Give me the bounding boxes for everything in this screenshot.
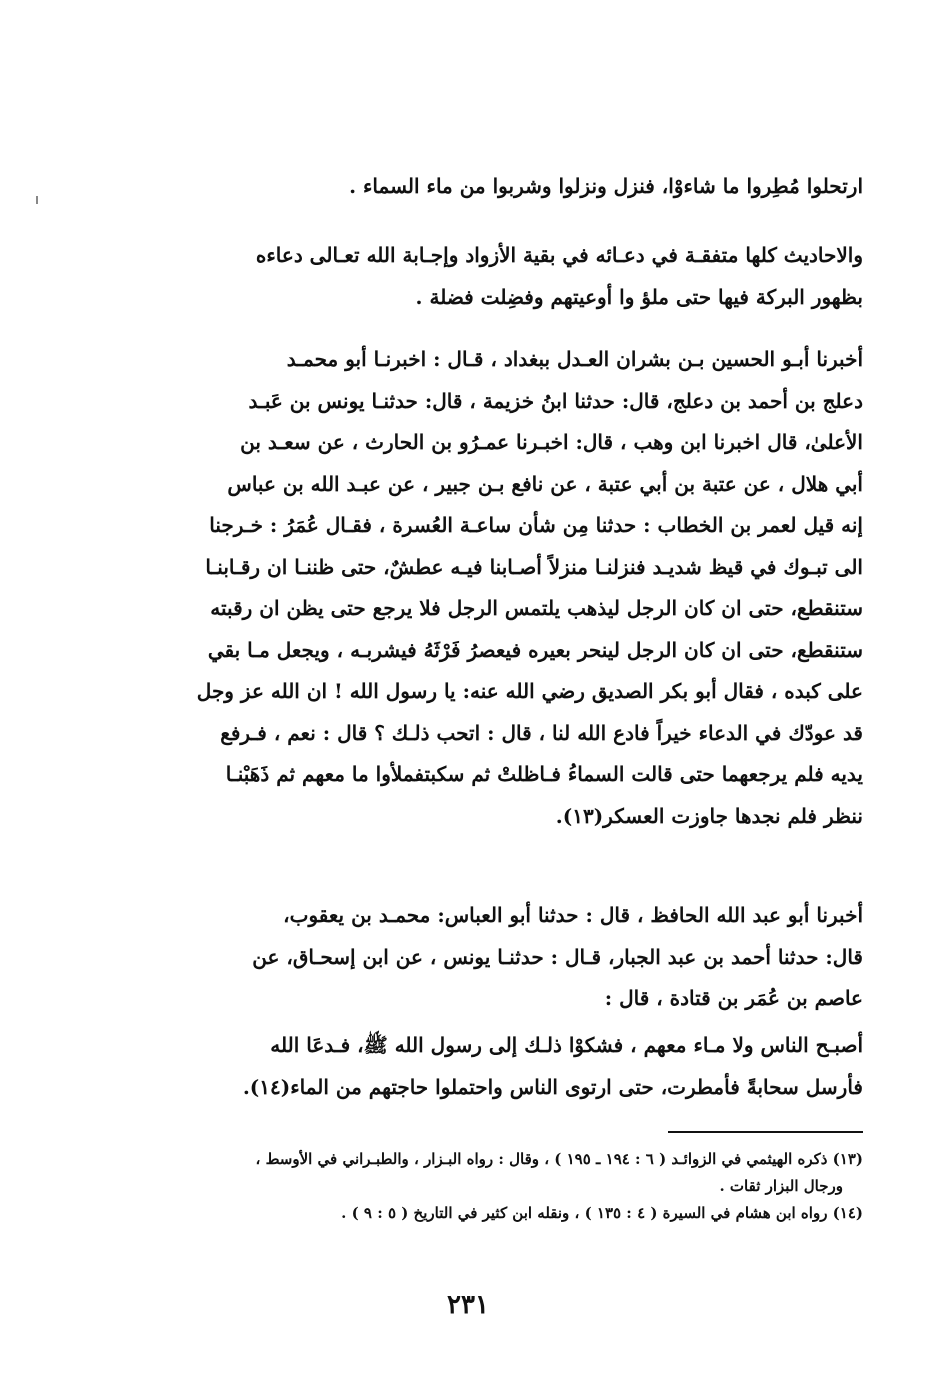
text-line: بظهور البركة فيها حتى ملؤ وا أوعيتهم وفضِلت فضلة . [415,284,863,309]
text-line: يديه فلم يرجعهما حتى قالت السماءُ فـاظلتْ ثم سكبتفملأوا ما معهم ثم ذَهَبْنـا [225,762,863,786]
text-line: ننظر فلم نجدها جاوزت العسكر(١٣). [555,803,863,828]
text-line: ستنقطع، حتى ان كان الرجل لينحر بعيره فيعصرُ فَرْثَهُ فيشربـه ، ويجعل مـا بقي [207,637,863,662]
text-line: إنه قيل لعمر بن الخطاب : حدثنا مِن شأن ساعـة العُسرة ، فقـال عُمَرُ : خـرجنا [209,513,863,537]
scan-edge-mark [36,196,38,204]
footnote-13 [128,1146,863,1200]
text-line: ستنقطع، حتى ان كان الرجل ليذهب يلتمس الرجل فلا يرجع حتى يظن ان رقبته [210,596,863,620]
footnote-line: ورجال البزار ثقات . [719,1177,843,1195]
text-line: أبي هلال ، عن عتبة بن أبي عتبة ، عن نافع بـن جبير ، عن عبـد الله بن عباس [227,471,863,496]
text-line: دعلج بن أحمد بن دعلج، قال: حدثنا ابنُ خزيمة ، قال: حدثنـا يونس بن عَبـد [248,388,863,413]
text-line: أخبرنا أبـو الحسين بـن بشران العـدل ببغداد ، قـال : اخبرنـا أبو محمـد [286,347,863,371]
footnote-separator [668,1131,863,1133]
text-line: أخبرنا أبو عبد الله الحافظ ، قال : حدثنا أبو العباس: محمـد بن يعقوب، [283,903,863,927]
footnotes [128,1146,863,1227]
text-line: قال: حدثنا أحمد بن عبد الجبار، قـال : حدثنـا يونس ، عن ابن إسحـاق، عن [252,944,863,969]
paragraph-4 [128,895,863,1020]
text-line: الأعلىٰ، قال اخبرنا ابن وهب ، قال: اخبـرنا عمـرُو بن الحارث ، عن سعـد بن [240,430,863,454]
text-line: والاحاديث كلها متفقـة في دعـائه في بقية الأزواد وإجـابة الله تعـالى دعاءه [255,243,863,267]
paragraph-5 [128,1025,863,1108]
text-line: على كبده ، فقال أبو بكر الصديق رضي الله عنه: يا رسول الله ! ان الله عز وجل [196,679,863,703]
footnote-line: (١٣) ذكره الهيثمي في الزوائـد ( ٦ : ١٩٤ ـ ١٩٥ ) ، وقال : رواه البـزار ، والطبـراني في الأوسط ، [255,1150,863,1168]
text-line: قد عودّك في الدعاء خيراً فادع الله لنا ، قال : اتحب ذلـك ؟ قال : نعم ، فـرفع [220,720,863,745]
text-line: الى تبـوك في قيظ شديـد فنزلنـا منزلاً أصـابنا فيـه عطشٌ، حتى ظننـا ان رقـابنـا [205,554,863,579]
text-line: عاصم بن عُمَر بن قتادة ، قال : [604,986,863,1010]
text-line: ارتحلوا مُطِروا ما شاءوْا، فنزل ونزلوا وشربوا من ماء السماء . [349,174,863,198]
paragraph-1 [128,166,863,208]
text-line: أصبـح الناس ولا مـاء معهم ، فشكوْا ذلـك إلى رسول الله ﷺ، فـدعَا الله [270,1033,863,1057]
footnote-14 [128,1200,863,1227]
footnote-line: (١٤) رواه ابن هشام في السيرة ( ٤ : ١٣٥ ) ، ونقله ابن كثير في التاريخ ( ٥ : ٩ ) . [341,1204,863,1222]
paragraph-3 [128,339,863,837]
page-number: ٢٣١ [447,1290,489,1320]
paragraph-2 [128,235,863,318]
text-line: فأرسل سحابةً فأمطرت، حتى ارتوى الناس واحتملوا حاجتهم من الماء(١٤). [242,1074,863,1099]
